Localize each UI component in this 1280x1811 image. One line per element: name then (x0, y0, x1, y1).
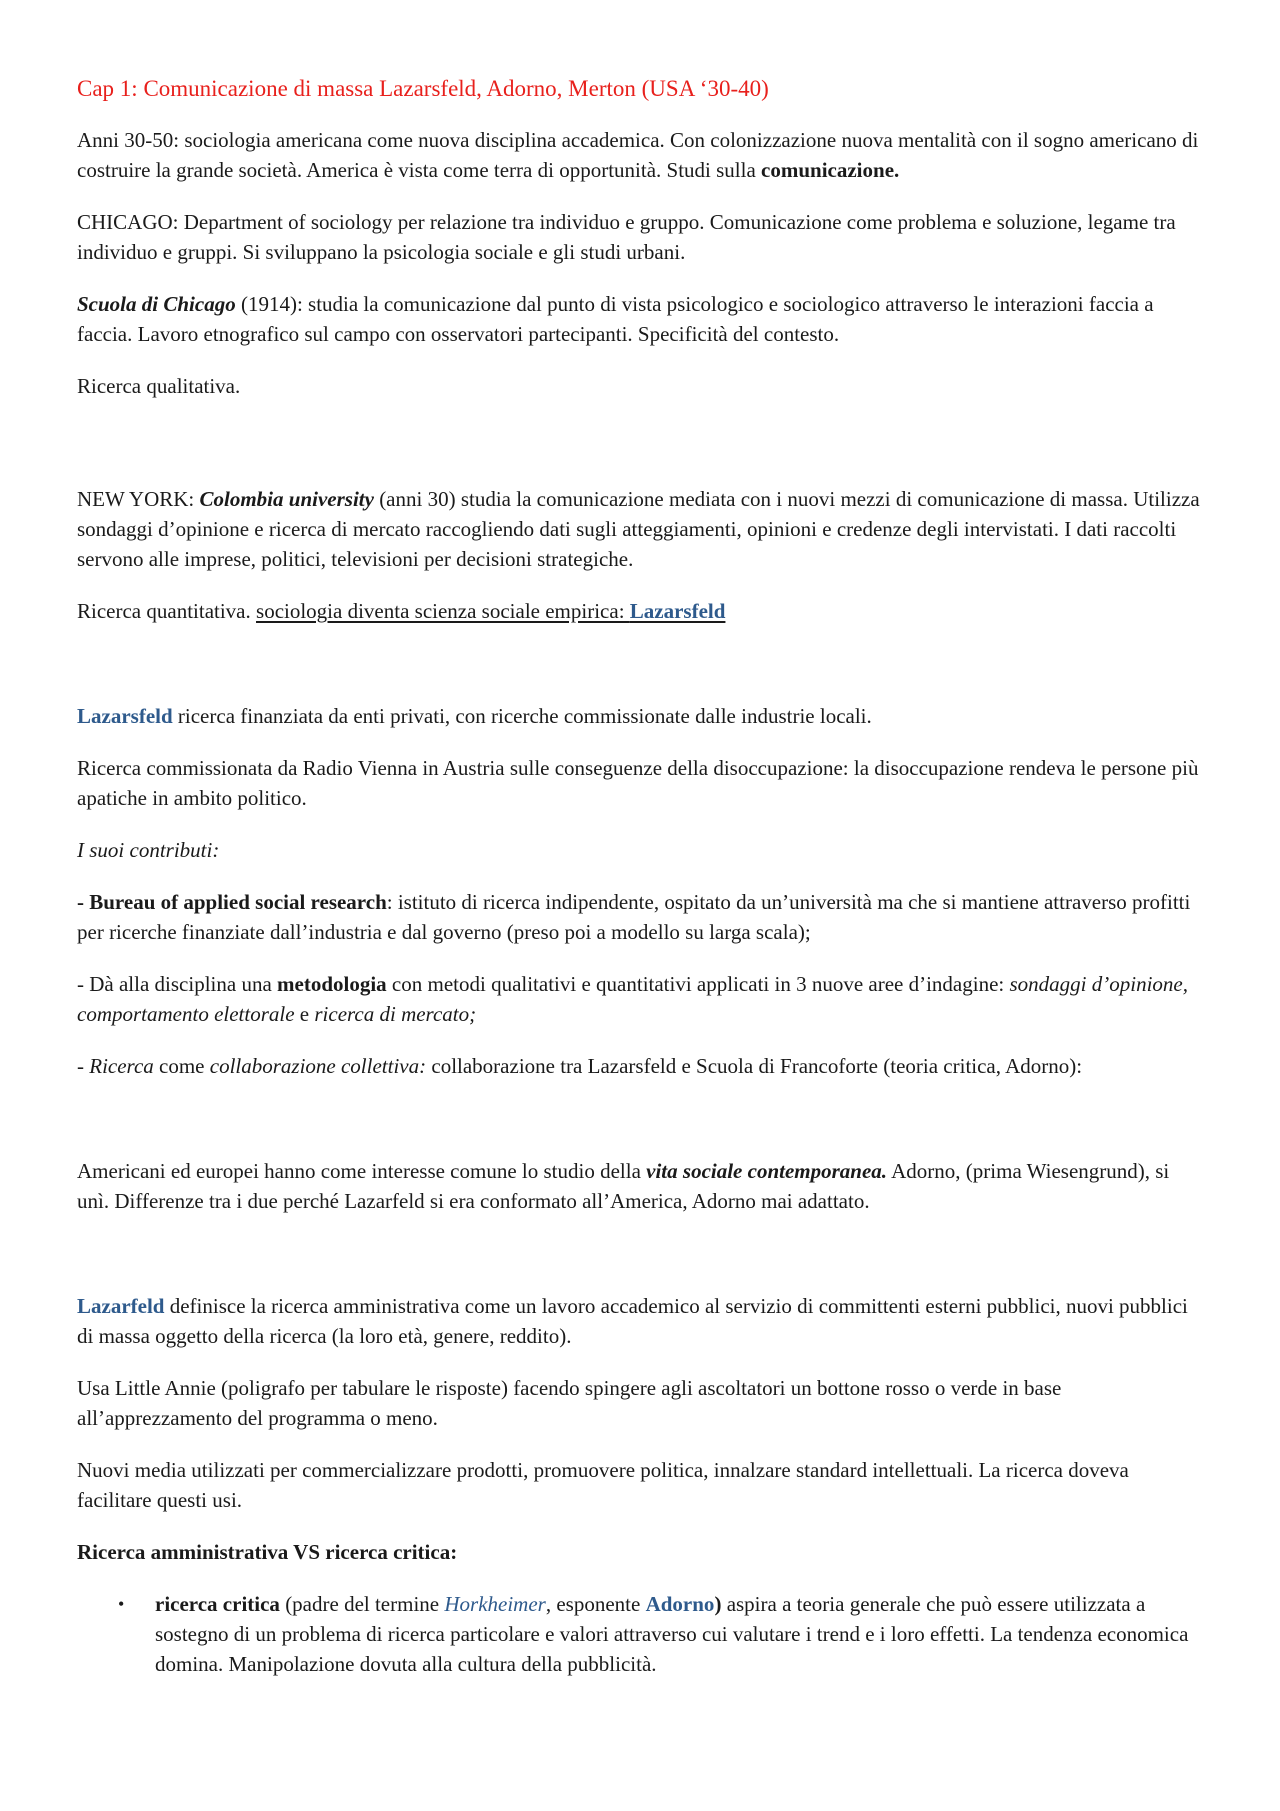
paragraph-text: e (294, 1002, 315, 1026)
name-italic-highlight: Horkheimer (444, 1592, 546, 1616)
lazarsfeld-link[interactable] (256, 599, 725, 623)
bold-italic-term: Scuola di Chicago (77, 292, 236, 316)
name-highlight: Lazarsfeld (77, 704, 173, 728)
paragraph-metodologia (77, 969, 1204, 1029)
paragraph-quantitativa (77, 596, 1204, 626)
paragraph-text: Americani ed europei hanno come interesse comune lo studio della (77, 1159, 647, 1183)
paragraph-text: Adorno, (prima Wiesengrund), si unì. Differenze tra i due perché Lazarfeld si era conformato all’America, Adorno mai adattato. (77, 1159, 1170, 1213)
section-heading-vs: Ricerca amministrativa VS ricerca critica: (77, 1540, 458, 1564)
bullet-icon: • (118, 1594, 125, 1614)
bold-term: metodologia (277, 972, 387, 996)
paragraph-contributi (77, 835, 1204, 865)
chapter-title: Cap 1: Comunicazione di massa Lazarsfeld, Adorno, Merton (USA ‘30-40) (77, 76, 769, 101)
paragraph-text: con metodi qualitativi e quantitativi applicati in 3 nuove aree d’indagine: (386, 972, 1010, 996)
bold-term: ricerca critica (155, 1592, 280, 1616)
paragraph-text: : istituto di ricerca indipendente, ospitato da un’università ma che si mantiene attraverso profitti per ricerche finanziate dall’industria e dal governo (preso poi a modello su larga scala); (77, 890, 1191, 944)
link-text: sociologia diventa scienza sociale empirica: (256, 599, 630, 623)
bold-paren: ) (714, 1592, 722, 1616)
paragraph-text: come (153, 1054, 210, 1078)
italic-heading: I suoi contributi: (77, 838, 220, 862)
paragraph-text: Anni 30-50: sociologia americana come nuova disciplina accademica. Con colonizzazione nuova mentalità con il sogno americano di costruire la grande società. America è vista come terra di opportunità. Studi sulla (77, 128, 1199, 182)
paragraph-qualitativa: Ricerca qualitativa. (77, 374, 241, 398)
paragraph-little-annie: Usa Little Annie (poligrafo per tabulare le risposte) facendo spingere agli ascoltatori un bottone rosso o verde in base all’apprezzamento del programma o meno. (77, 1376, 1062, 1430)
paragraph-text: ricerca finanziata da enti privati, con ricerche commissionate dalle industrie locali. (172, 704, 872, 728)
paragraph-text: aspira a teoria generale che può essere utilizzata a sostegno di un problema di ricerca particolare e valori attraverso cui valutare i trend e i loro effetti. La tendenza economica domina. Manipolazione dovuta alla cultura della pubblicità. (155, 1592, 1189, 1676)
paragraph-text: - Dà alla disciplina una (77, 972, 278, 996)
italic-term: sondaggi d’opinione, comportamento elettorale (77, 972, 1188, 1026)
bold-italic-term: vita sociale contemporanea. (646, 1159, 888, 1183)
italic-term: - Ricerca (77, 1054, 154, 1078)
paragraph-text: (padre del termine (279, 1592, 445, 1616)
paragraph-anni-30-50 (77, 125, 1204, 185)
paragraph-americani-europei (77, 1156, 1204, 1216)
name-highlight: Adorno (645, 1592, 715, 1616)
italic-term: ricerca di mercato; (314, 1002, 477, 1026)
paragraph-text: , esponente (545, 1592, 646, 1616)
paragraph-ricerca-amministrativa (77, 1291, 1204, 1351)
paragraph-nuovi-media: Nuovi media utilizzati per commercializzare prodotti, promuovere politica, innalzare standard intellettuali. La ricerca doveva facilitare questi usi. (77, 1458, 1129, 1512)
bold-italic-term: Colombia university (199, 487, 374, 511)
paragraph-text: collaborazione tra Lazarsfeld e Scuola di Francoforte (teoria critica, Adorno): (426, 1054, 1083, 1078)
bullet-list (77, 1589, 1204, 1679)
paragraph-text: definisce la ricerca amministrativa come un lavoro accademico al servizio di committenti esterni pubblici, nuovi pubblici di massa oggetto della ricerca (la loro età, genere, reddito). (77, 1294, 1188, 1348)
paragraph-text: NEW YORK: (77, 487, 200, 511)
list-item (118, 1589, 1204, 1679)
paragraph-text: (anni 30) studia la comunicazione mediata con i nuovi mezzi di comunicazione di massa. Utilizza sondaggi d’opinione e ricerca di mercato raccogliendo dati sugli atteggiamenti, opinioni e credenze degli intervistati. I dati raccolti servono alle imprese, politici, televisioni per decisioni strategiche. (77, 487, 1200, 571)
paragraph-new-york (77, 484, 1204, 574)
paragraph-bureau (77, 887, 1204, 947)
paragraph-scuola-chicago (77, 289, 1204, 349)
paragraph-text: (1914): studia la comunicazione dal punto di vista psicologico e sociologico attraverso le interazioni faccia a faccia. Lavoro etnografico sul campo con osservatori partecipanti. Specificità del contesto. (77, 292, 1154, 346)
italic-term: collaborazione collettiva: (209, 1054, 427, 1078)
paragraph-collaborazione (77, 1051, 1204, 1081)
bold-term: - Bureau of applied social research (77, 890, 387, 914)
paragraph-lazarsfeld (77, 701, 1204, 731)
paragraph-text: Ricerca quantitativa. (77, 599, 257, 623)
paragraph-radio-vienna: Ricerca commissionata da Radio Vienna in Austria sulle conseguenze della disoccupazione: la disoccupazione rendeva le persone più apatiche in ambito politico. (77, 756, 1199, 810)
name-highlight: Lazarfeld (77, 1294, 165, 1318)
bold-term: comunicazione. (761, 158, 900, 182)
link-name: Lazarsfeld (629, 599, 726, 623)
paragraph-chicago: CHICAGO: Department of sociology per relazione tra individuo e gruppo. Comunicazione come problema e soluzione, legame tra individuo e gruppi. Si sviluppano la psicologia sociale e gli studi urbani. (77, 210, 1176, 264)
